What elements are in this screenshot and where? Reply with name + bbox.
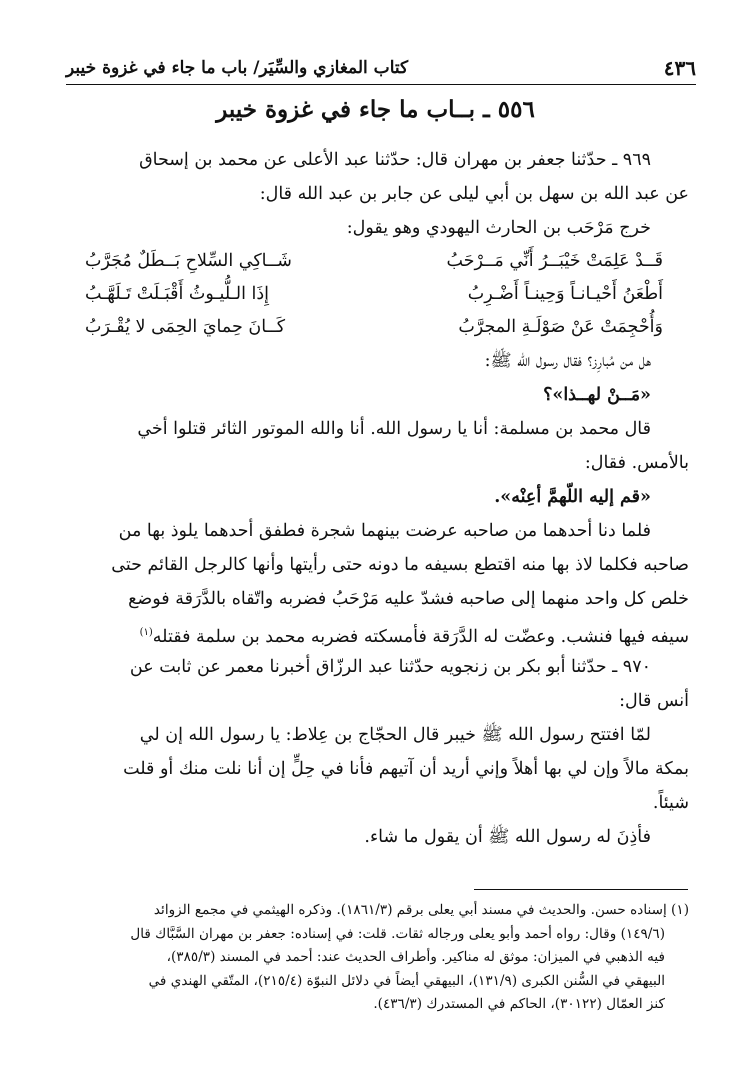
text-line: أنس قال: — [619, 691, 689, 711]
prophet-quote: «قم إليه اللّهمَّ أعِنْه». — [494, 487, 651, 507]
prophet-quote: «مَــنْ لهــذا»؟ — [543, 385, 651, 405]
poem-second-hemistich: شَــاكِي السِّلاحِ بَــطَلٌ مُجَرَّبُ — [85, 251, 292, 271]
text-line: هل من مُبارِز؟ فقال رسول الله ﷺ: — [484, 351, 651, 371]
poem-verse — [55, 245, 689, 278]
poem-second-hemistich: إِذَا الـلُّيـوثُ أَقْبَـلَتْ تَـلَهَّـبُ — [85, 284, 270, 304]
poem-second-hemistich: كَــانَ حِمايَ الحِمَى لا يُقْـرَبُ — [85, 317, 286, 337]
footnote-line: فيه الذهبي في الميزان: موثق له مناكير. وأطراف الحديث عند: أحمد في المسند (٣٨٥/٣)، — [166, 949, 665, 965]
footnote-separator — [474, 889, 688, 890]
page-number: ٤٣٦ — [663, 56, 696, 80]
text-line: خلص كل واحد منهما إلى صاحبه فشدّ عليه مَرْحَبُ فضربه واتّقاه بالدَّرَقة فوضع — [128, 589, 689, 609]
text-line: فلما دنا أحدهما من صاحبه عرضت بينهما شجرة فطفق أحدهما يلوذ بها من — [118, 521, 651, 541]
text-line: لمّا افتتح رسول الله ﷺ خيبر قال الحجّاج بن عِلاط: يا رسول الله إن لي — [139, 725, 651, 745]
running-head: كتاب المغازي والسِّيَر/ باب ما جاء في غزوة خيبر — [66, 58, 409, 78]
footnote-line: كنز العمّال (٣٠١٢٢)، الحاكم في المستدرك (٤٣٦/٣). — [373, 996, 665, 1012]
poem — [55, 245, 689, 344]
poem-first-hemistich: قَــدْ عَلِمَتْ خَيْبَــرُ أَنِّي مَــرْحَبُ — [446, 251, 663, 271]
text-line — [55, 616, 689, 650]
hadith-970-line-1: ٩٧٠ ـ حدّثنا أبو بكر بن زنجويه حدّثنا عبد الرزّاق أخبرنا معمر عن ثابت عن — [129, 657, 651, 677]
footnote-line: (١٤٩/٦) وقال: رواه أحمد وأبو يعلى ورجاله ثقات. قلت: في إسناده: جعفر بن مهران السَّبَّاك قال — [130, 925, 665, 942]
main-text — [55, 143, 689, 854]
chapter-title: ٥٥٦ ـ بــاب ما جاء في غزوة خيبر — [216, 96, 535, 123]
poem-intro: خرج مَرْحَب بن الحارث اليهودي وهو يقول: — [346, 218, 651, 238]
text-line: قال محمد بن مسلمة: أنا يا رسول الله. أنا والله الموتور الثائر قتلوا أخي — [137, 419, 651, 439]
text-line: شيئاً. — [652, 793, 689, 813]
hadith-969-line-1: ٩٦٩ ـ حدّثنا جعفر بن مهران قال: حدّثنا عبد الأعلى عن محمد بن إسحاق — [139, 150, 651, 170]
footnotes — [49, 899, 689, 1017]
poem-first-hemistich: أَطْعَنُ أَحْيـانـاً وَحِينـاً أَضْـرِبُ — [467, 284, 663, 304]
text-line: صاحبه فكلما لاذ بها منه اقتطع بسيفه ما دونه حتى رأيتها وأنها كالرجل القائم حتى — [111, 555, 689, 575]
page-header — [66, 50, 696, 85]
hadith-969-line-2: عن عبد الله بن سهل بن أبي ليلى عن جابر بن عبد الله قال: — [259, 184, 689, 204]
poem-verse — [55, 278, 689, 311]
text-line: بمكة مالاً وإن لي بها أهلاً وإني أريد أن آتيهم فأنا في حِلٍّ إن أنا نلت منك أو قلت — [123, 759, 689, 779]
footnote-line: البيهقي في السُّنن الكبرى (١٣١/٩)، البيهقي أيضاً في دلائل النبوّة (٢١٥/٤)، المتّقي الهندي في — [148, 972, 665, 989]
poem-verse — [55, 311, 689, 344]
poem-first-hemistich: وَأُحْجِمَتْ عَنْ صَوْلَـةِ المجرَّبُ — [458, 317, 663, 337]
text-line: بالأمس. فقال: — [584, 453, 689, 473]
text-line: فأذِنَ له رسول الله ﷺ أن يقول ما شاء. — [364, 827, 651, 847]
text-line-content: سيفه فيها فنشب. وعضّت له الدَّرَقة فأمسكته فضربه محمد بن سلمة فقتله — [152, 626, 689, 647]
footnote-line: (١) إسناده حسن. والحديث في مسند أبي يعلى برقم (١٨٦١/٣). وذكره الهيثمي في مجمع الزوائد — [153, 902, 689, 918]
footnote-marker: (١) — [139, 627, 153, 638]
